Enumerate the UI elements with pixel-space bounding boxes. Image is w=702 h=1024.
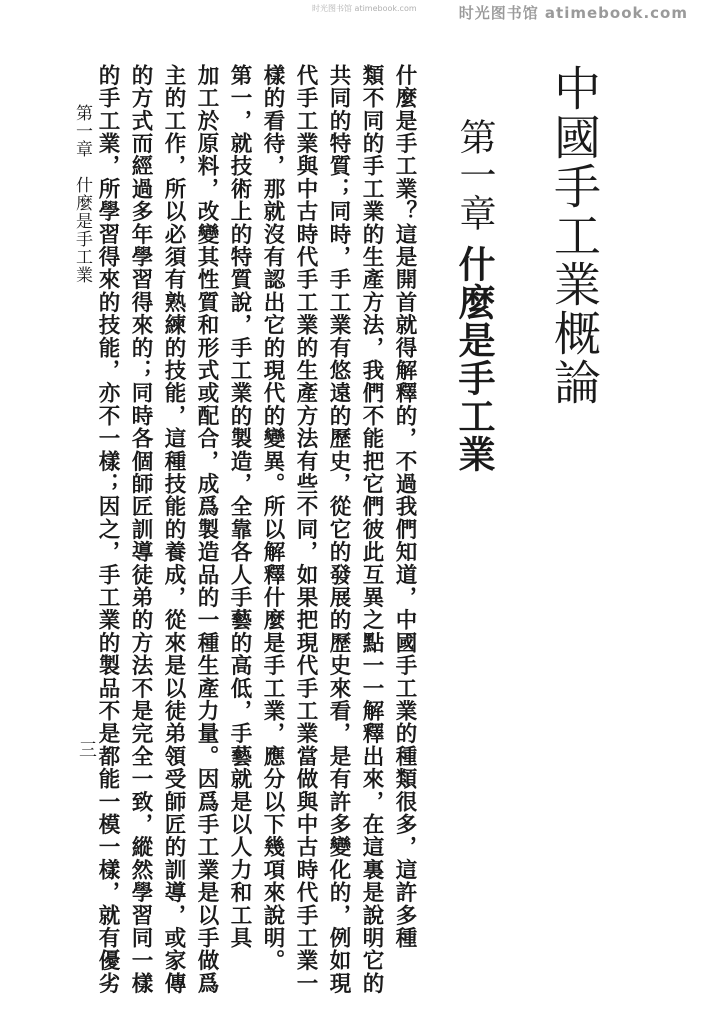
body-column: 的方式而經過多年學習得來的；同時各個師匠訓導徒弟的方法不是完全一致，縱然學習同一樣 xyxy=(128,64,153,995)
body-column: 第一，就技術上的特質說，手工業的製造，全靠各人手藝的高低，手藝就是以人力和工具 xyxy=(227,64,252,950)
body-column: 的手工業，所學習得來的技能，亦不一樣；因之，手工業的製品不是都能一模一樣，就有優劣 xyxy=(95,64,120,995)
chapter-number: 第一章 xyxy=(453,118,496,232)
body-column: 共同的特質；同時，手工業有悠遠的歷史，從它的發展的歷史來看，是有許多變化的，例如現 xyxy=(326,64,351,995)
book-title: 中國手工業概論 xyxy=(546,64,601,407)
body-column: 加工於原料，改變其性質和形式或配合，成爲製造品的一種生產力量。因爲手工業是以手做爲 xyxy=(194,64,219,995)
body-column: 什麼是手工業？這是開首就得解釋的，不過我們知道，中國手工業的種類很多，這許多種 xyxy=(392,64,417,950)
body-column: 類不同的手工業的生產方法，我們不能把它們彼此互異之點一一解釋出來，在這裏是說明它的 xyxy=(359,64,384,995)
watermark: 时光图书馆 atimebook.com xyxy=(458,4,688,22)
chapter-title: 什麼是手工業 xyxy=(452,245,496,473)
page-number: 三 xyxy=(76,740,97,758)
body-column: 代手工業與中古時代手工業的生產方法有些不同，如果把現代手工業當做與中古時代手工業一 xyxy=(293,64,318,995)
watermark-faint: 时光图书馆 atimebook.com xyxy=(312,4,417,13)
body-column: 樣的看待，那就沒有認出它的現代的變異。所以解釋什麼是手工業，應分以下幾項來說明。 xyxy=(260,64,285,972)
body-column: 主的工作，所以必須有熟練的技能，這種技能的養成，從來是以徒弟領受師匠的訓導，或家傳 xyxy=(161,64,186,995)
running-head: 第一章 什麼是手工業 xyxy=(72,104,92,284)
